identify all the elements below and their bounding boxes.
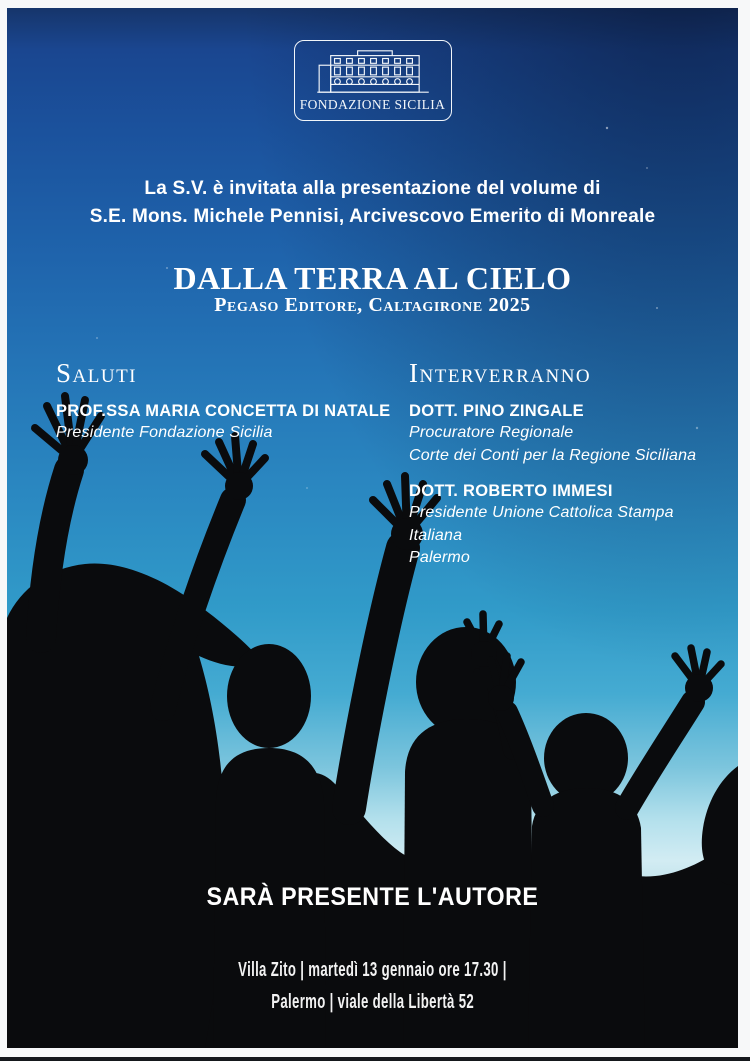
author-present-text: SARÀ PRESENTE L'AUTORE <box>206 883 539 911</box>
author-present-line <box>7 882 738 912</box>
interverranno-column <box>409 358 729 570</box>
speaker-name: DOTT. PINO ZINGALE <box>409 402 584 420</box>
speaker-role: Presidente Fondazione Sicilia <box>56 424 273 441</box>
speaker-role: Presidente Unione Cattolica Stampa Italiana <box>409 504 674 544</box>
saluti-heading: Saluti <box>56 358 137 388</box>
saluti-column <box>56 358 401 445</box>
speaker-name: PROF.SSA MARIA CONCETTA DI NATALE <box>56 402 391 420</box>
intro-line-1: La S.V. è invitata alla presentazione del volume di <box>144 178 601 199</box>
logo-text: FONDAZIONE SICILIA <box>299 97 446 112</box>
sheet-bottom-rule <box>0 1057 750 1061</box>
invitation-intro <box>7 175 738 230</box>
venue-line-2: Palermo | viale della Libertà 52 <box>271 991 474 1013</box>
poster-background <box>7 8 738 1048</box>
intro-line-2: S.E. Mons. Michele Pennisi, Arcivescovo Emerito di Monreale <box>89 205 656 227</box>
palazzo-building-icon <box>311 46 435 96</box>
speaker-entry <box>56 400 401 445</box>
speaker-role: Corte dei Conti per la Regione Siciliana <box>409 446 697 464</box>
speaker-role: Procuratore Regionale <box>409 424 574 441</box>
speaker-name: DOTT. ROBERTO IMMESI <box>409 482 613 500</box>
venue-block <box>7 954 738 1018</box>
venue-line-1: Villa Zito | martedì 13 gennaio ore 17.30 | <box>238 959 507 981</box>
fondazione-sicilia-logo <box>294 40 452 121</box>
speaker-entry <box>409 400 729 467</box>
book-title: DALLA TERRA AL CIELO <box>173 260 572 296</box>
speaker-role: Palermo <box>409 549 470 566</box>
speaker-entry <box>409 480 729 570</box>
interverranno-heading: Interverranno <box>409 358 592 388</box>
publisher-line: Pegaso Editore, Caltagirone 2025 <box>214 294 531 316</box>
